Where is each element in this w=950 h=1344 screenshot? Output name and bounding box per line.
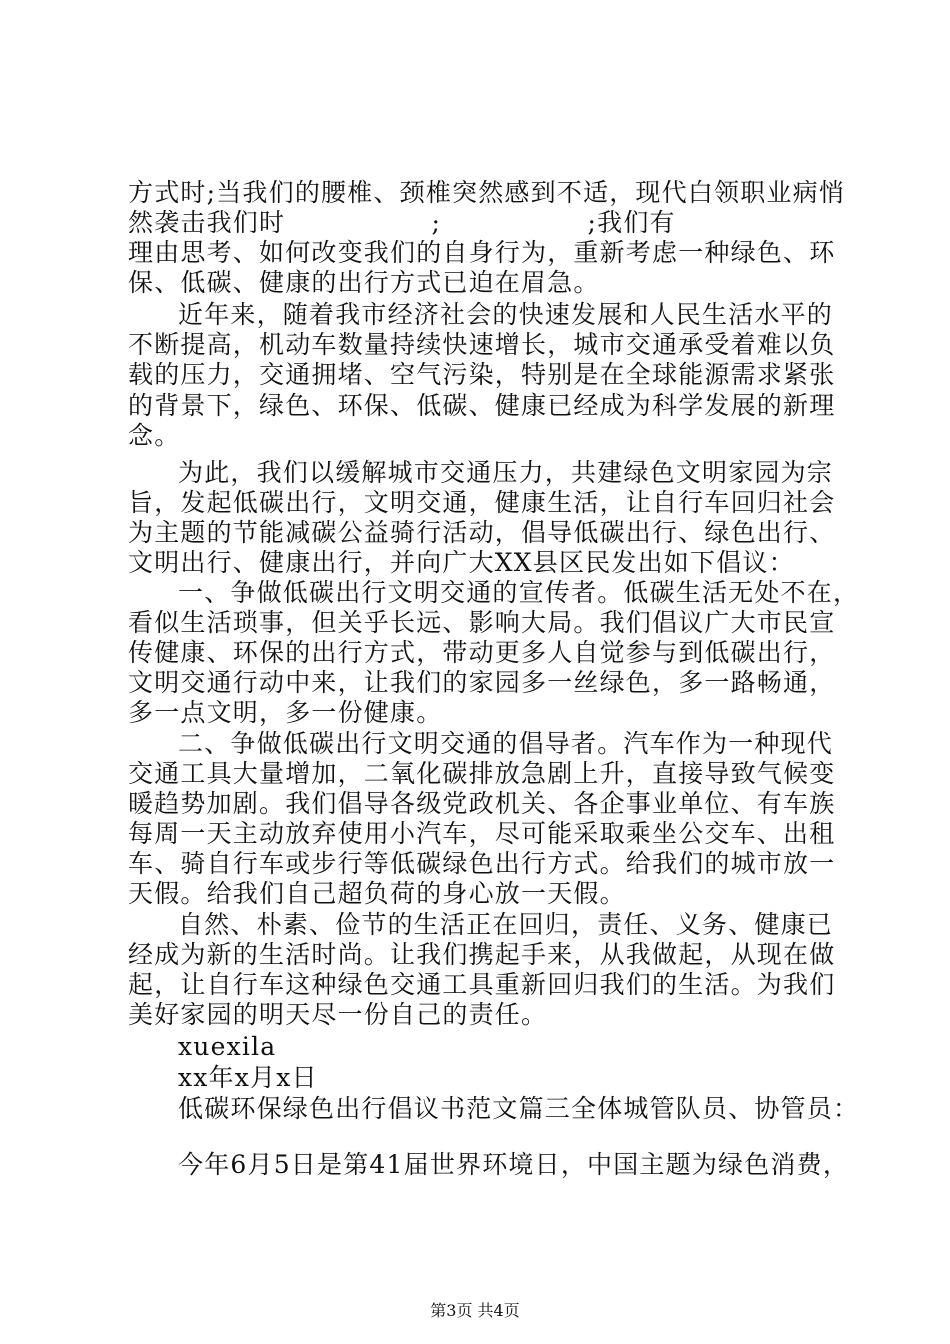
text-line: 旨，发起低碳出行，文明交通，健康生活，让自行车回归社会 [128, 488, 836, 517]
text-line: 的背景下，绿色、环保、低碳、健康已经成为科学发展的新理 [128, 391, 836, 420]
text-line: 看似生活琐事，但关乎长远、影响大局。我们倡议广大市民宣 [128, 608, 836, 637]
text-line: 为主题的节能减碳公益骑行活动，倡导低碳出行、绿色出行、 [128, 518, 836, 547]
text-line: 近年来，随着我市经济社会的快速发展和人民生活水平的 [178, 300, 834, 329]
text-line: 文明交通行动中来，让我们的家园多一丝绿色，多一路畅通， [128, 668, 836, 697]
text-line: 交通工具大量增加，二氧化碳排放急剧上升，直接导致气候变 [128, 759, 836, 788]
signature-date: xx年x月x日 [178, 1063, 318, 1092]
text-line: 载的压力，交通拥堵、空气污染，特别是在全球能源需求紧张 [128, 360, 836, 389]
text-line: 然袭击我们时 ; ;我们有 [128, 208, 676, 237]
text-line: 美好家园的明天尽一份自己的责任。 [128, 1000, 548, 1029]
text-line: 今年6月5日是第41届世界环境日，中国主题为绿色消费， [178, 1150, 850, 1179]
text-line: 多一点文明，多一份健康。 [128, 698, 443, 727]
text-line: 二、争做低碳出行文明交通的倡导者。汽车作为一种现代 [178, 729, 834, 758]
section-heading: 低碳环保绿色出行倡议书范文篇三全体城管队员、协管员： [178, 1094, 860, 1123]
text-line: 文明出行、健康出行，并向广大XX县区民发出如下倡议： [128, 548, 795, 577]
text-line: 方式时;当我们的腰椎、颈椎突然感到不适，现代白领职业病悄 [128, 178, 846, 207]
text-line: 天假。给我们自己超负荷的身心放一天假。 [128, 879, 626, 908]
text-line: 为此，我们以缓解城市交通压力，共建绿色文明家园为宗 [178, 458, 834, 487]
text-line: 传健康、环保的出行方式，带动更多人自觉参与到低碳出行， [128, 638, 836, 667]
text-line: 暖趋势加剧。我们倡导各级党政机关、各企事业单位、有车族 [128, 789, 836, 818]
text-line: 理由思考、如何改变我们的自身行为，重新考虑一种绿色、环 [128, 238, 836, 267]
text-line: 经成为新的生活时尚。让我们携起手来，从我做起，从现在做 [128, 940, 836, 969]
text-line: 起，让自行车这种绿色交通工具重新回归我们的生活。为我们 [128, 970, 836, 999]
text-line: 每周一天主动放弃使用小汽车，尽可能采取乘坐公交车、出租 [128, 819, 836, 848]
text-line: 自然、朴素、俭节的生活正在回归，责任、义务、健康已 [178, 910, 834, 939]
text-line: 一、争做低碳出行文明交通的宣传者。低碳生活无处不在， [178, 578, 860, 607]
text-line: 车、骑自行车或步行等低碳绿色出行方式。给我们的城市放一 [128, 849, 836, 878]
text-line: 念。 [128, 421, 181, 450]
text-line: 保、低碳、健康的出行方式已迫在眉急。 [128, 268, 600, 297]
text-line: 不断提高，机动车数量持续快速增长，城市交通承受着难以负 [128, 330, 836, 359]
signature-name: xuexila [178, 1032, 277, 1061]
page-number-footer: 第3页 共4页 [430, 1301, 520, 1320]
